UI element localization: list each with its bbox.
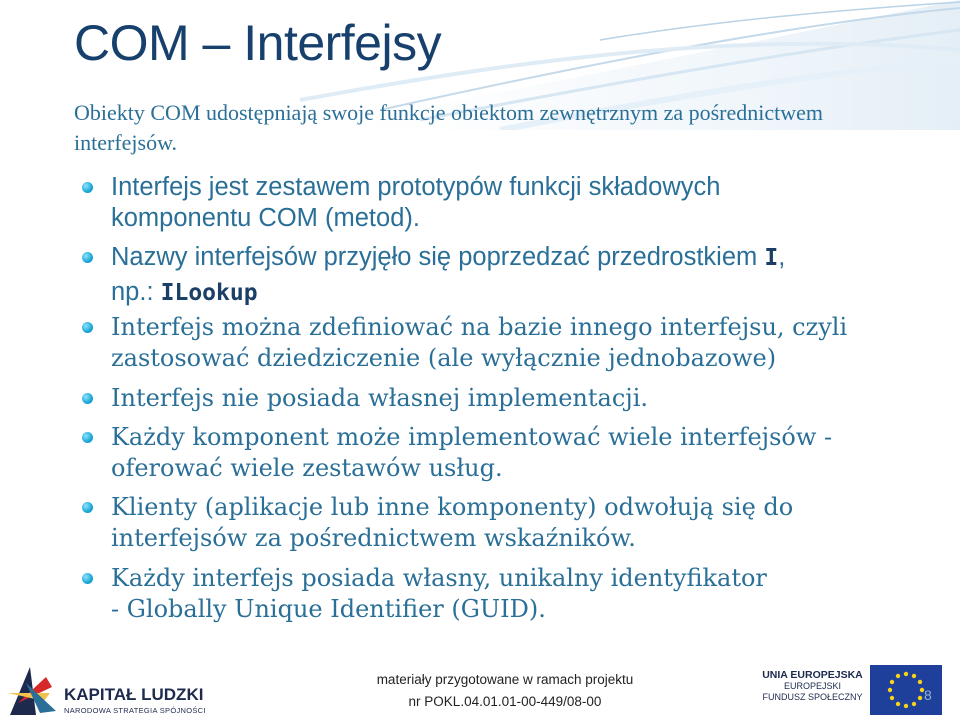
kapital-ludzki-logo: [6, 663, 256, 718]
slide-title: COM – Interfejsy: [74, 15, 442, 71]
bullet-dot-icon: [82, 393, 93, 404]
project-info: [360, 669, 650, 713]
bullet-line: zastosować dziedziczenie (ale wyłącznie jednobazowe): [111, 344, 777, 372]
eu-label-line-2: EUROPEJSKI: [783, 681, 841, 691]
bullet-line: komponentu COM (metod).: [111, 204, 420, 232]
eu-fund-label: [760, 669, 865, 703]
bullet-line: interfejsów za pośrednictwem wskaźników.: [111, 524, 636, 552]
bullet-dot-icon: [82, 573, 93, 584]
kapital-ludzki-name: KAPITAŁ LUDZKI: [64, 685, 204, 704]
bullet-text: np.:: [111, 278, 161, 306]
bullet-dot-icon: [82, 432, 93, 443]
kapital-ludzki-star-icon: [6, 663, 58, 715]
code-example: ILookup: [160, 280, 258, 306]
bullet-line: [111, 277, 258, 309]
code-prefix: I: [764, 245, 779, 271]
project-line-2: nr POKL.04.01.01-00-449/08-00: [408, 694, 602, 709]
bullet-line: Każdy interfejs posiada własny, unikalny identyfikator: [111, 564, 767, 592]
bullet-line: oferować wiele zestawów usług.: [111, 454, 503, 482]
bullet-dot-icon: [82, 322, 93, 333]
bullet-dot-icon: [82, 502, 93, 513]
bullet-line: - Globally Unique Identifier (GUID).: [111, 595, 546, 623]
project-line-1: materiały przygotowane w ramach projektu: [376, 672, 634, 687]
footer-bar: [0, 655, 960, 720]
bullet-line: [111, 242, 785, 274]
bullet-text: Nazwy interfejsów przyjęło się poprzedzać przedrostkiem: [111, 243, 765, 271]
bullet-text: ,: [778, 243, 786, 271]
bullet-line: Każdy komponent może implementować wiele interfejsów -: [111, 423, 833, 451]
bullet-line: Interfejs można zdefiniować na bazie innego interfejsu, czyli: [111, 313, 848, 341]
page-number: 8: [924, 687, 932, 703]
bullet-line: Interfejs jest zestawem prototypów funkcji składowych: [111, 173, 721, 201]
bullet-dot-icon: [82, 182, 93, 193]
bullet-line: Interfejs nie posiada własnej implementacji.: [111, 384, 649, 412]
intro-paragraph: Obiekty COM udostępniają swoje funkcje obiektom zewnętrznym za pośrednictwem interfejsów.: [74, 100, 824, 155]
bullet-dot-icon: [82, 252, 93, 263]
eu-label-line-3: FUNDUSZ SPOŁECZNY: [762, 692, 863, 702]
bullet-line: Klienty (aplikacje lub inne komponenty) odwołują się do: [111, 493, 794, 521]
kapital-ludzki-subtitle: NARODOWA STRATEGIA SPÓJNOŚCI: [64, 706, 206, 715]
eu-label-line-1: UNIA EUROPEJSKA: [762, 669, 863, 681]
